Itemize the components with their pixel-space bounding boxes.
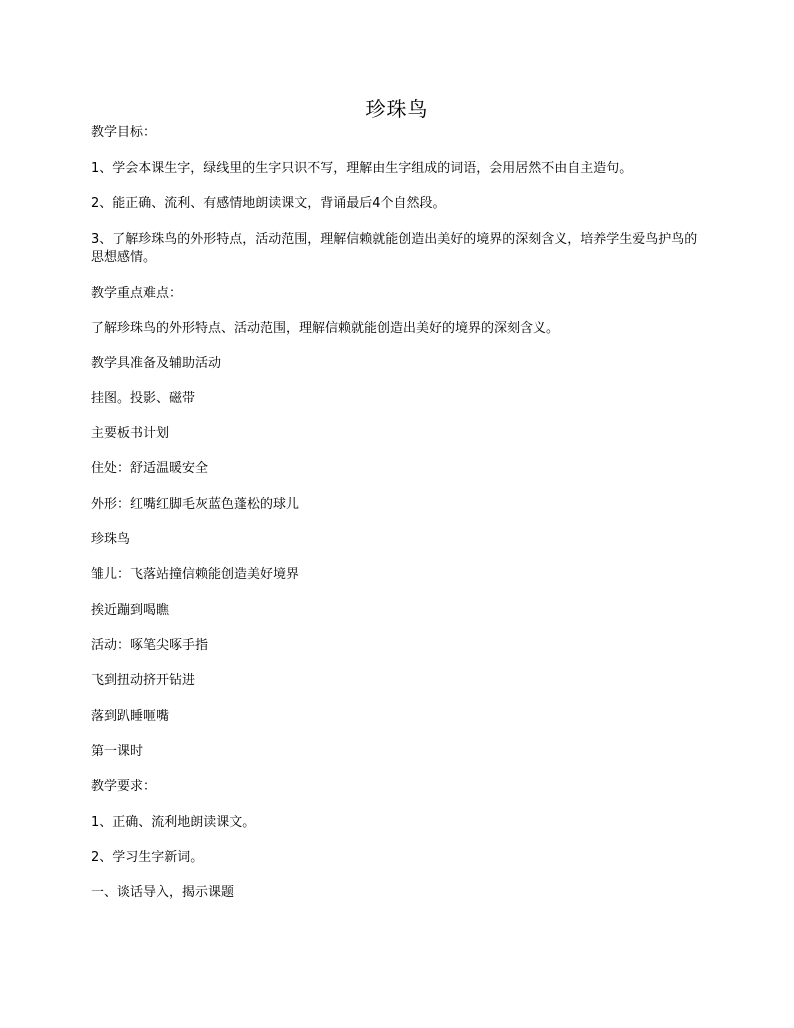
paragraph-goal-2: 2、能正确、流利、有感情地朗读课文，背诵最后4个自然段。 [91, 196, 446, 211]
paragraph-board-plan-heading: 主要板书计划 [91, 426, 170, 441]
paragraph-requirement-2: 2、学习生字新词。 [91, 850, 204, 865]
paragraph-key-points-heading: 教学重点难点： [91, 286, 183, 301]
paragraph-first-lesson: 第一课时 [91, 744, 144, 759]
paragraph-board-appearance: 外形：红嘴红脚毛灰蓝色蓬松的球儿 [91, 497, 300, 512]
paragraph-goal-3: 3、了解珍珠鸟的外形特点，活动范围，理解信赖就能创造出美好的境界的深刻含义，培养学生爱鸟护鸟的思想感情。 [91, 232, 698, 265]
paragraph-board-title: 珍珠鸟 [91, 532, 131, 547]
paragraph-board-chick: 雏儿：飞落站撞信赖能创造美好境界 [91, 567, 300, 582]
paragraph-section-1-heading: 一、谈话导入，揭示课题 [91, 885, 235, 900]
paragraph-teaching-goals-heading: 教学目标： [91, 125, 157, 140]
paragraph-board-actions-3: 落到趴睡咂嘴 [91, 709, 170, 724]
document-title: 珍珠鸟 [365, 97, 429, 121]
paragraph-board-residence: 住处：舒适温暖安全 [91, 461, 209, 476]
paragraph-materials: 挂图。投影、磁带 [91, 391, 196, 406]
paragraph-board-actions-2: 飞到扭动挤开钻进 [91, 673, 196, 688]
paragraph-key-points: 了解珍珠鸟的外形特点、活动范围，理解信赖就能创造出美好的境界的深刻含义。 [91, 321, 560, 336]
paragraph-requirement-1: 1、正确、流利地朗读课文。 [91, 815, 256, 830]
paragraph-materials-heading: 教学具准备及辅助活动 [91, 356, 222, 371]
paragraph-requirements-heading: 教学要求： [91, 779, 157, 794]
paragraph-board-activity: 活动：啄笔尖啄手指 [91, 638, 209, 653]
paragraph-board-actions-1: 挨近蹦到喝瞧 [91, 603, 170, 618]
paragraph-goal-1: 1、学会本课生字，绿线里的生字只识不写，理解由生字组成的词语，会用居然不由自主造句。 [91, 161, 633, 176]
